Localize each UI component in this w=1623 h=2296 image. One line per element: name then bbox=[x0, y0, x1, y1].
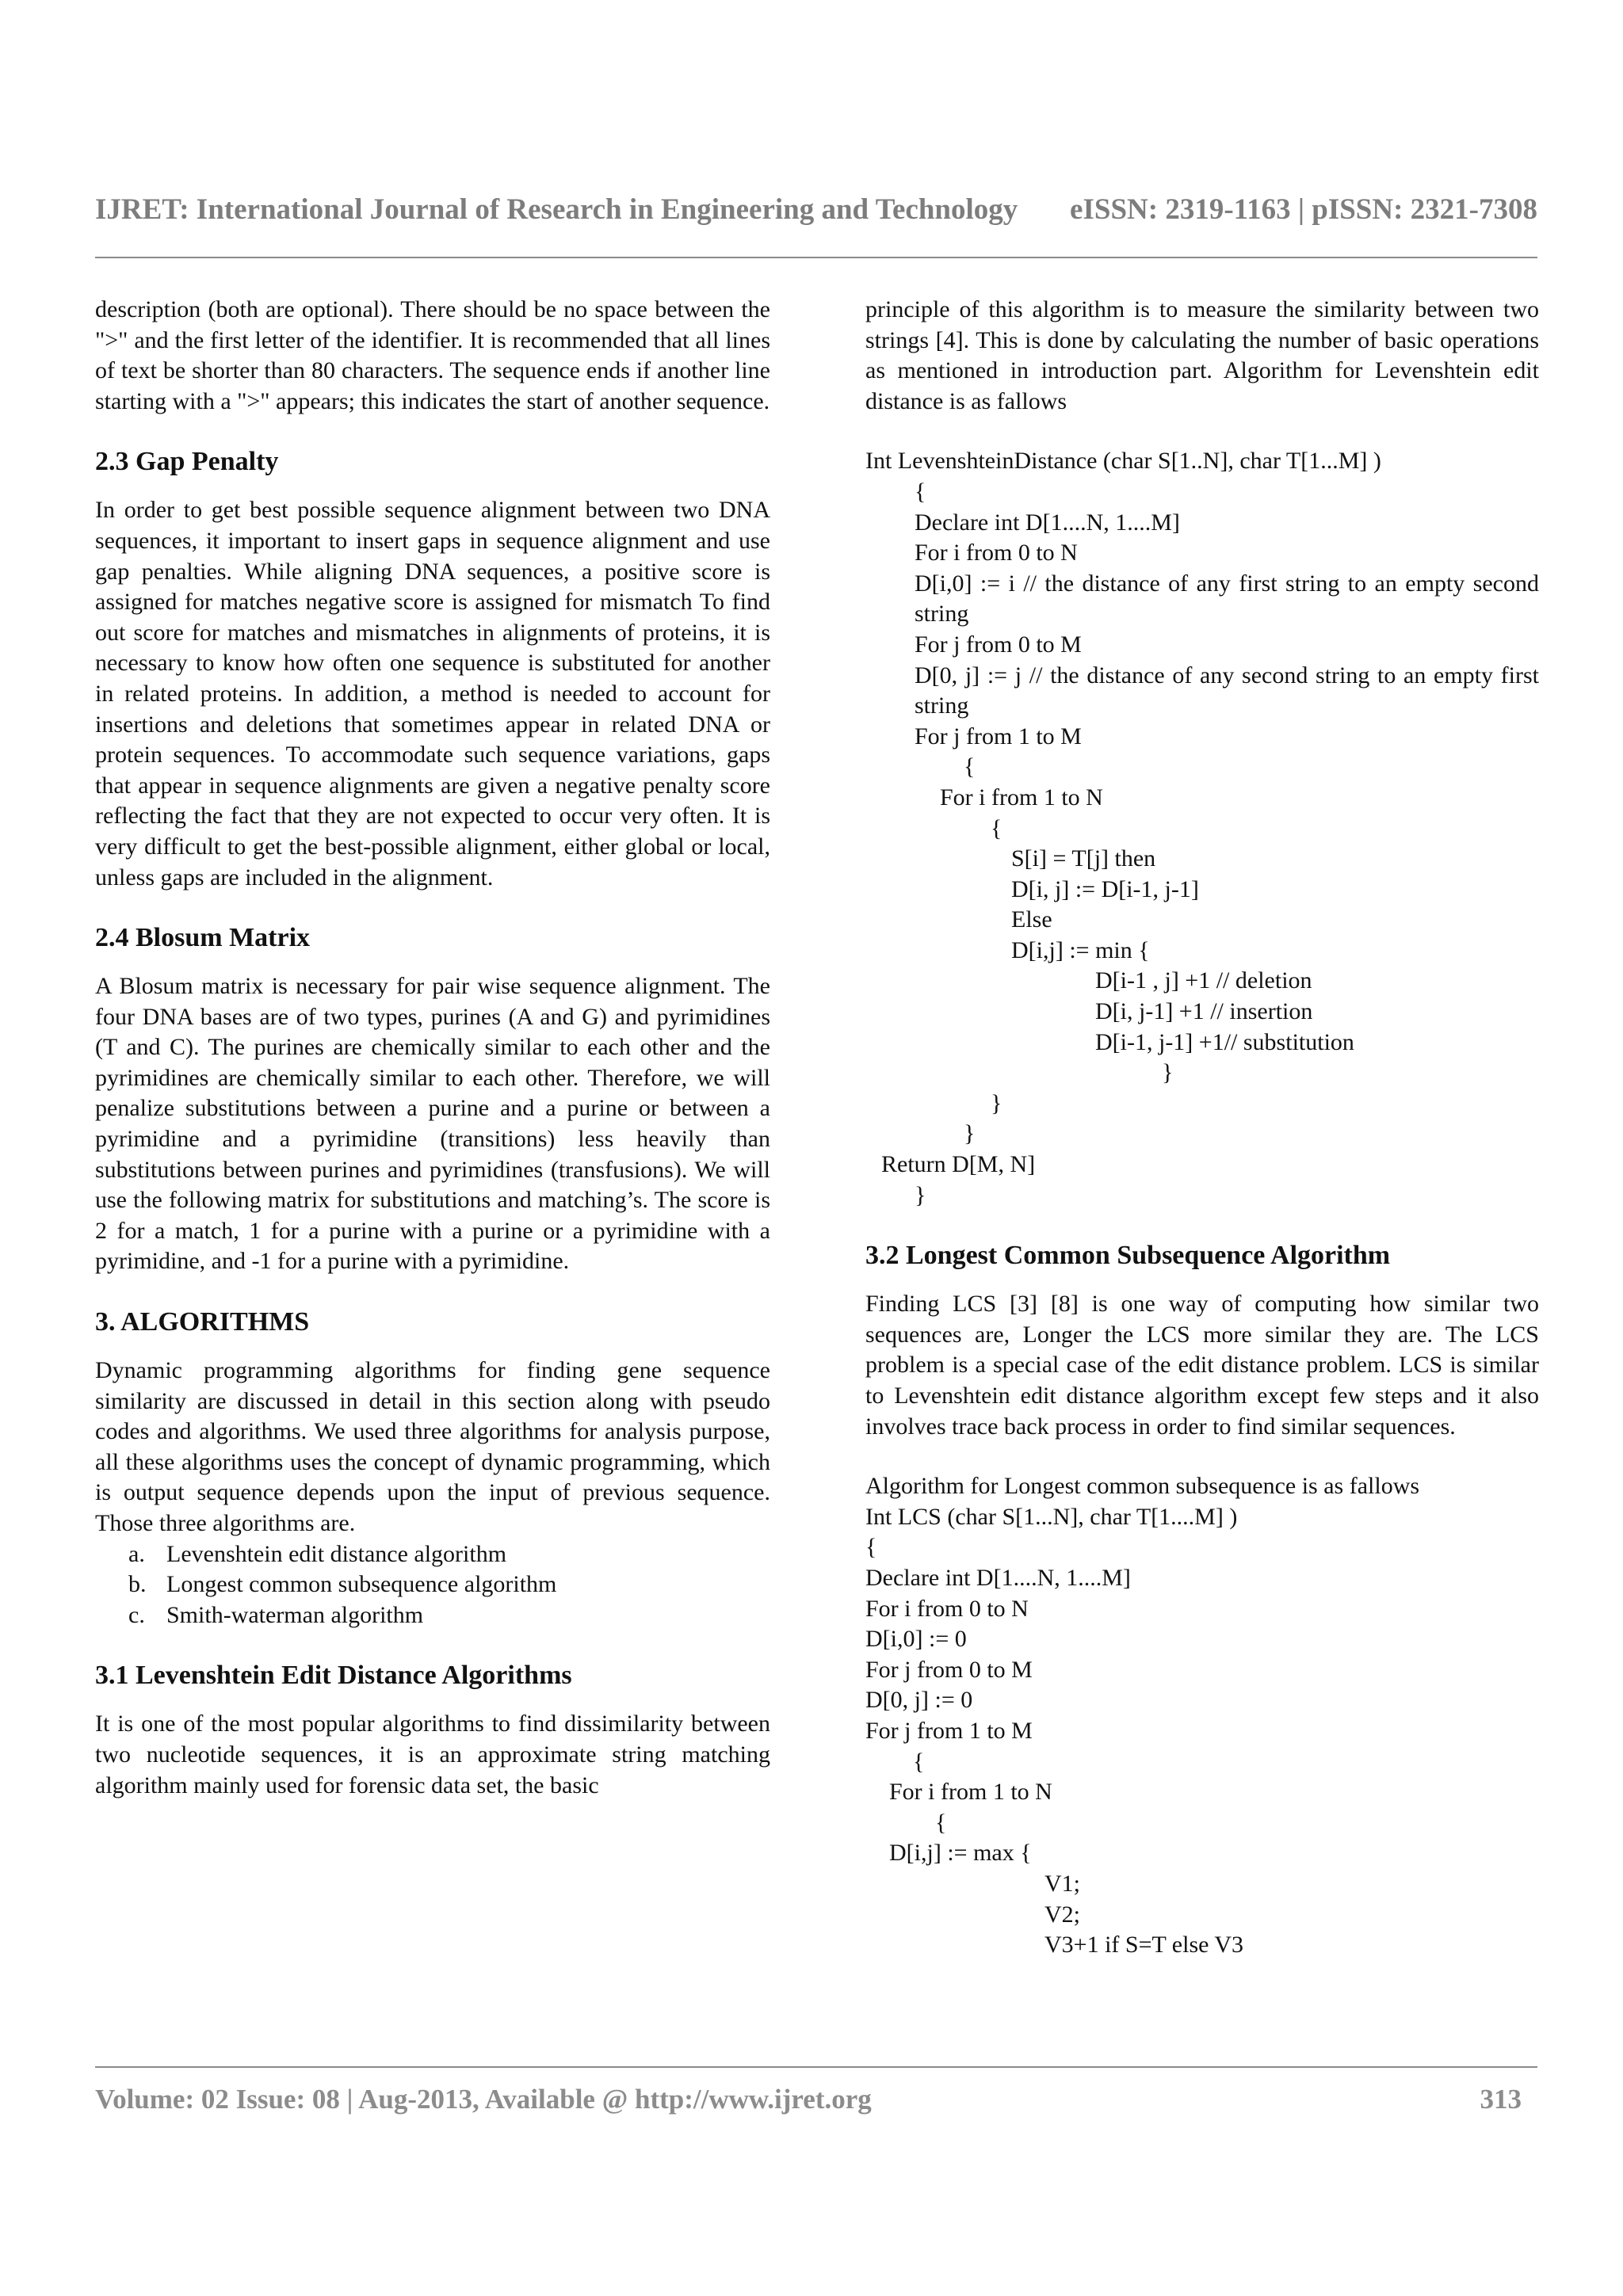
code-line: D[0, j] := 0 bbox=[865, 1687, 973, 1714]
list-item bbox=[95, 1569, 770, 1600]
levenshtein-pseudocode bbox=[865, 446, 1539, 1211]
code-line: D[0, j] := j // the distance of any second string to an empty first string bbox=[915, 662, 1539, 719]
code-line: For j from 1 to M bbox=[915, 723, 1082, 749]
list-marker: b. bbox=[128, 1571, 147, 1598]
continuation-paragraph: principle of this algorithm is to measure the similarity between two strings [4]. This is done by calculating the number of basic operations as mentioned in introduction part. Algorithm for Levenshtein edit distance is as fallows bbox=[865, 296, 1539, 414]
algorithm-list bbox=[95, 1539, 770, 1631]
section-2-4-heading: 2.4 Blosum Matrix bbox=[95, 923, 311, 953]
code-line: { bbox=[913, 1748, 925, 1775]
running-header bbox=[95, 193, 1537, 227]
code-line: V2; bbox=[1044, 1901, 1080, 1928]
issn-info: eISSN: 2319-1163 | pISSN: 2321-7308 bbox=[1070, 193, 1537, 226]
code-line: For j from 1 to M bbox=[865, 1717, 1033, 1744]
code-line: V3+1 if S=T else V3 bbox=[1044, 1932, 1244, 1958]
code-line: D[i,j] := min { bbox=[1011, 936, 1150, 963]
code-line: For j from 0 to M bbox=[915, 631, 1082, 658]
journal-title: IJRET: International Journal of Research in Engineering and Technology bbox=[95, 193, 1018, 226]
code-line: D[i, j-1] +1 // insertion bbox=[1095, 998, 1313, 1025]
code-line: { bbox=[915, 478, 926, 505]
section-3-2-paragraph: Finding LCS [3] [8] is one way of computing how similar two sequences are, Longer the LCS more similar they are. The LCS problem is a special case of the edit distance problem. LCS is similar to Levenshtein edit distance algorithm except few steps and it also involves trace back process in order to find similar sequences. bbox=[865, 1291, 1539, 1440]
code-line: D[i,0] := i // the distance of any first string to an empty second string bbox=[915, 570, 1539, 627]
list-item bbox=[95, 1539, 770, 1570]
volume-info: Volume: 02 Issue: 08 | Aug-2013, Available @ http://www.ijret.org bbox=[95, 2084, 872, 2115]
code-line: For i from 1 to N bbox=[889, 1779, 1052, 1806]
list-text: Smith-waterman algorithm bbox=[166, 1601, 424, 1628]
section-3-1-heading: 3.1 Levenshtein Edit Distance Algorithms bbox=[95, 1661, 572, 1691]
list-text: Longest common subsequence algorithm bbox=[166, 1571, 557, 1598]
code-line: D[i, j] := D[i-1, j-1] bbox=[1011, 875, 1199, 902]
section-2-3-heading: 2.3 Gap Penalty bbox=[95, 447, 279, 477]
code-line: D[i,j] := max { bbox=[889, 1840, 1032, 1867]
section-3-2-heading: 3.2 Longest Common Subsequence Algorithm bbox=[865, 1241, 1391, 1271]
intro-paragraph: description (both are optional). There should be no space between the ">" and the first letter of the identifier. It is recommended that all lines of text be shorter than 80 characters. The sequence ends if another line starting with a ">" appears; this indicates the start of another sequence. bbox=[95, 296, 770, 414]
code-line: D[i-1, j-1] +1// substitution bbox=[1095, 1028, 1354, 1055]
right-column bbox=[865, 295, 1539, 1961]
code-line: Else bbox=[1011, 906, 1052, 933]
code-line: Int LCS (char S[1...N], char T[1....M] ) bbox=[865, 1503, 1238, 1530]
code-line: } bbox=[915, 1181, 926, 1208]
code-line: For j from 0 to M bbox=[865, 1656, 1033, 1683]
section-3-heading: 3. ALGORITHMS bbox=[95, 1307, 310, 1337]
left-column bbox=[95, 295, 770, 1801]
code-line: } bbox=[991, 1089, 1002, 1116]
lcs-pseudocode bbox=[865, 1471, 1539, 1961]
code-line: Int LevenshteinDistance (char S[1..N], char T[1...M] ) bbox=[865, 448, 1381, 475]
code-line: V1; bbox=[1044, 1870, 1080, 1897]
code-line: { bbox=[964, 753, 976, 780]
header-divider bbox=[95, 257, 1537, 258]
code-line: Algorithm for Longest common subsequence is as fallows bbox=[865, 1473, 1420, 1500]
code-line: } bbox=[964, 1120, 976, 1147]
list-marker: a. bbox=[128, 1540, 145, 1567]
code-line: Declare int D[1....N, 1....M] bbox=[865, 1564, 1131, 1591]
page-number: 313 bbox=[1480, 2084, 1522, 2115]
code-line: Declare int D[1....N, 1....M] bbox=[915, 509, 1180, 536]
running-footer bbox=[95, 2084, 1522, 2115]
section-3-1-paragraph: It is one of the most popular algorithms to find dissimilarity between two nucleotide sequences, it is an approximate string matching algorithm mainly used for forensic data set, the basic bbox=[95, 1711, 770, 1798]
code-line: D[i-1 , j] +1 // deletion bbox=[1095, 967, 1312, 994]
code-line: { bbox=[935, 1809, 947, 1836]
code-line: } bbox=[1162, 1059, 1174, 1086]
code-line: For i from 1 to N bbox=[940, 784, 1103, 810]
list-item bbox=[95, 1600, 770, 1631]
section-2-3-paragraph: In order to get best possible sequence alignment between two DNA sequences, it important to insert gaps in sequence alignment and use gap penalties. While aligning DNA sequences, a positive score is assigned for matches negative score is assigned for mismatch To find out score for matches and mismatches in alignments of proteins, it is necessary to know how often one sequence is substituted for another in related proteins. In addition, a method is needed to account for insertions and deletions that sometimes appear in related DNA or protein sequences. To accommodate such sequence variations, gaps that appear in sequence alignments are given a negative penalty score reflecting the fact that they are not expected to occur very often. It is very difficult to get the best-possible alignment, either global or local, unless gaps are included in the alignment. bbox=[95, 497, 770, 891]
code-line: { bbox=[865, 1534, 877, 1561]
section-3-paragraph: Dynamic programming algorithms for finding gene sequence similarity are discussed in detail in this section along with pseudo codes and algorithms. We used three algorithms for analysis purpose, all these algorithms uses the concept of dynamic programming, which is output sequence depends upon the input of previous sequence. Those three algorithms are. bbox=[95, 1357, 770, 1536]
code-line: D[i,0] := 0 bbox=[865, 1626, 967, 1653]
footer-divider bbox=[95, 2066, 1537, 2068]
code-line: For i from 0 to N bbox=[865, 1595, 1029, 1622]
code-line: S[i] = T[j] then bbox=[1011, 845, 1156, 872]
code-line: Return D[M, N] bbox=[881, 1151, 1036, 1178]
code-line: { bbox=[991, 814, 1002, 841]
code-line: For i from 0 to N bbox=[915, 540, 1078, 566]
list-text: Levenshtein edit distance algorithm bbox=[166, 1540, 507, 1567]
list-marker: c. bbox=[128, 1601, 145, 1628]
section-2-4-paragraph: A Blosum matrix is necessary for pair wise sequence alignment. The four DNA bases are of two types, purines (A and G) and pyrimidines (T and C). The purines are chemically similar to each other and the pyrimidines are chemically similar to each other. Therefore, we will penalize substitutions between a purine and a purine or between a pyrimidine and a pyrimidine (transitions) less heavily than substitutions between purines and pyrimidines (transfusions). We will use the following matrix for substitutions and matching’s. The score is 2 for a match, 1 for a purine with a purine or a pyrimidine with a pyrimidine, and -1 for a purine with a pyrimidine. bbox=[95, 973, 770, 1275]
